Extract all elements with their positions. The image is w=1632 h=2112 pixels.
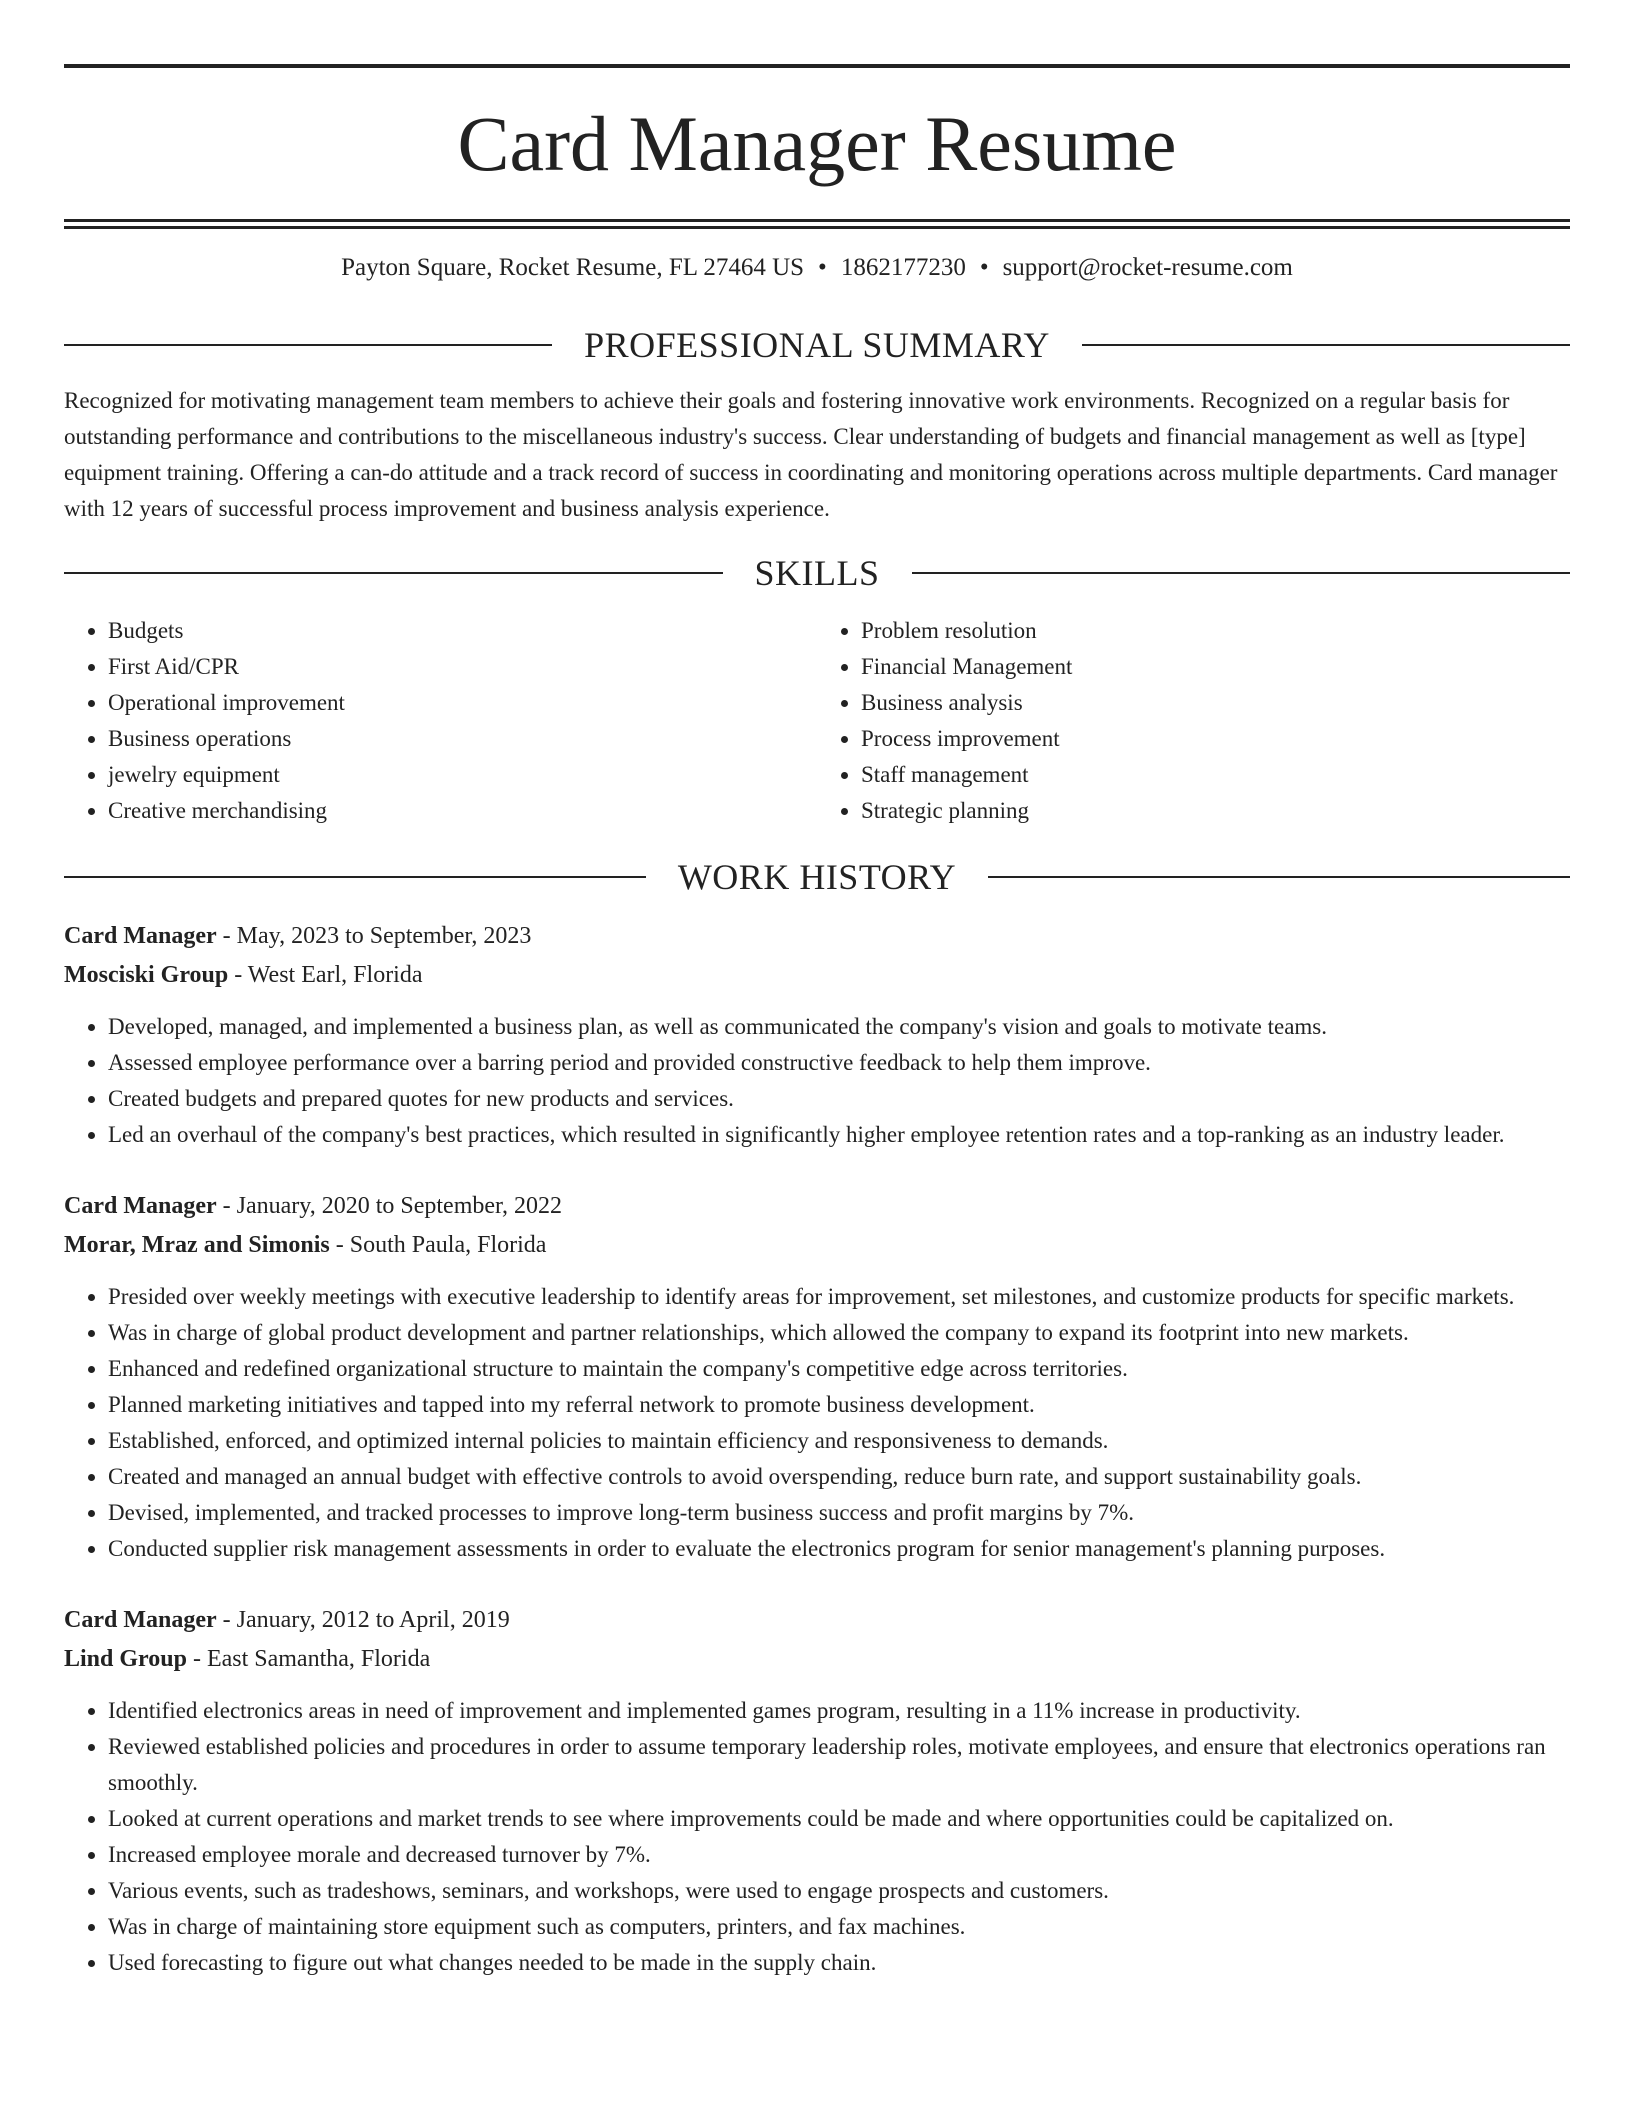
skill-item: • Creative merchandising [108, 793, 817, 829]
heading-rule-right [912, 572, 1571, 574]
skills-heading [64, 553, 1570, 593]
job-bullet: • Identified electronics areas in need of improvement and implemented games program, resulting in a 11% increase in productivity. [108, 1693, 1570, 1729]
job-bullets [64, 1279, 1570, 1567]
job-bullet: • Presided over weekly meetings with executive leadership to identify areas for improvement, set milestones, and customize products for specific markets. [108, 1279, 1570, 1315]
job-bullet: • Assessed employee performance over a barring period and provided constructive feedback to help them improve. [108, 1045, 1570, 1081]
job-company-line [64, 1226, 1570, 1265]
heading-rule-left [64, 344, 552, 346]
job-dates: - January, 2012 to April, 2019 [216, 1607, 510, 1633]
job-bullet: • Created budgets and prepared quotes for new products and services. [108, 1081, 1570, 1117]
top-rule [64, 64, 1570, 68]
heading-rule-right [988, 876, 1570, 878]
summary-text: Recognized for motivating management team members to achieve their goals and fostering innovative work environments. Recognized on a regular basis for outstanding performance and contributions to the miscellaneous industry's success. Clear understanding of budgets and financial management as well as [type] equipment training. Offering a can-do attitude and a track record of success in coordinating and monitoring operations across multiple departments. Card manager with 12 years of successful process improvement and business analysis experience. [64, 388, 1558, 521]
skill-item: • Process improvement [861, 721, 1570, 757]
contact-address: Payton Square, Rocket Resume, FL 27464 US [341, 254, 805, 281]
job-bullet: • Increased employee morale and decreased turnover by 7%. [108, 1837, 1570, 1873]
contact-email: support@rocket-resume.com [1002, 254, 1293, 281]
job-title-line [64, 1601, 1570, 1640]
job-bullets [64, 1693, 1570, 1981]
contact-separator: • [818, 254, 827, 281]
job-entry [64, 1187, 1570, 1567]
job-title: Card Manager [64, 923, 217, 949]
skill-item: • Operational improvement [108, 685, 817, 721]
work-heading [64, 857, 1570, 897]
job-company: Lind Group [64, 1646, 187, 1672]
job-bullet: • Enhanced and redefined organizational structure to maintain the company's competitive edge across territories. [108, 1351, 1570, 1387]
job-bullet: • Looked at current operations and market trends to see where improvements could be made and where opportunities could be capitalized on. [108, 1801, 1570, 1837]
contact-separator: • [979, 254, 989, 281]
work-history-list [64, 917, 1570, 1981]
resume-page [64, 0, 1570, 1981]
skill-item: • Business analysis [861, 685, 1570, 721]
summary-heading [64, 325, 1570, 365]
job-location: - West Earl, Florida [228, 962, 423, 988]
job-location: - South Paula, Florida [329, 1232, 547, 1258]
job-company: Mosciski Group [64, 962, 229, 988]
skill-item: • Financial Management [861, 649, 1570, 685]
job-bullet: • Conducted supplier risk management assessments in order to evaluate the electronics program for senior management's planning purposes. [108, 1531, 1570, 1567]
skill-item: • Budgets [108, 613, 817, 649]
job-company-line [64, 956, 1570, 995]
skills-list-right [817, 613, 1570, 829]
heading-rule-left [64, 876, 646, 878]
job-title-line [64, 1187, 1570, 1226]
job-bullet: • Various events, such as tradeshows, seminars, and workshops, were used to engage prospects and customers. [108, 1873, 1570, 1909]
contact-phone: 1862177230 [840, 254, 966, 281]
skill-item: • Business operations [108, 721, 817, 757]
job-company-line [64, 1640, 1570, 1679]
job-title: Card Manager [64, 1607, 217, 1633]
job-bullet: • Was in charge of maintaining store equipment such as computers, printers, and fax machines. [108, 1909, 1570, 1945]
title-double-rule [64, 219, 1570, 229]
job-title-line [64, 917, 1570, 956]
job-company: Morar, Mraz and Simonis [64, 1232, 330, 1258]
job-bullet: • Established, enforced, and optimized internal policies to maintain efficiency and responsiveness to demands. [108, 1423, 1570, 1459]
skill-item: • First Aid/CPR [108, 649, 817, 685]
job-bullet: • Was in charge of global product development and partner relationships, which allowed the company to expand its footprint into new markets. [108, 1315, 1570, 1351]
job-bullet: • Created and managed an annual budget with effective controls to avoid overspending, reduce burn rate, and support sustainability goals. [108, 1459, 1570, 1495]
job-dates: - January, 2020 to September, 2022 [216, 1193, 563, 1219]
skill-item: • Staff management [861, 757, 1570, 793]
job-bullet: • Used forecasting to figure out what changes needed to be made in the supply chain. [108, 1945, 1570, 1981]
skill-item: • Problem resolution [861, 613, 1570, 649]
job-bullet: • Devised, implemented, and tracked processes to improve long-term business success and profit margins by 7%. [108, 1495, 1570, 1531]
job-entry [64, 917, 1570, 1153]
job-title: Card Manager [64, 1193, 217, 1219]
contact-line [64, 253, 1570, 283]
job-dates: - May, 2023 to September, 2023 [216, 923, 532, 949]
work-heading-label: WORK HISTORY [677, 857, 957, 897]
job-bullet: • Developed, managed, and implemented a business plan, as well as communicated the company's vision and goals to motivate teams. [108, 1009, 1570, 1045]
job-bullet: • Led an overhaul of the company's best practices, which resulted in significantly higher employee retention rates and a top-ranking as an industry leader. [108, 1117, 1570, 1153]
skills-list-left [64, 613, 817, 829]
job-location: - East Samantha, Florida [186, 1646, 431, 1672]
job-bullets [64, 1009, 1570, 1153]
heading-rule-right [1082, 344, 1570, 346]
heading-rule-left [64, 572, 723, 574]
page-title: Card Manager Resume [457, 100, 1177, 187]
job-bullet: • Planned marketing initiatives and tapped into my referral network to promote business development. [108, 1387, 1570, 1423]
skills-columns [64, 613, 1570, 829]
skill-item: • jewelry equipment [108, 757, 817, 793]
skills-heading-label: SKILLS [754, 553, 880, 593]
job-entry [64, 1601, 1570, 1981]
job-bullet: • Reviewed established policies and procedures in order to assume temporary leadership roles, motivate employees, and ensure that electronics operations ran smoothly. [108, 1729, 1570, 1801]
skill-item: • Strategic planning [861, 793, 1570, 829]
summary-heading-label: PROFESSIONAL SUMMARY [584, 325, 1050, 365]
